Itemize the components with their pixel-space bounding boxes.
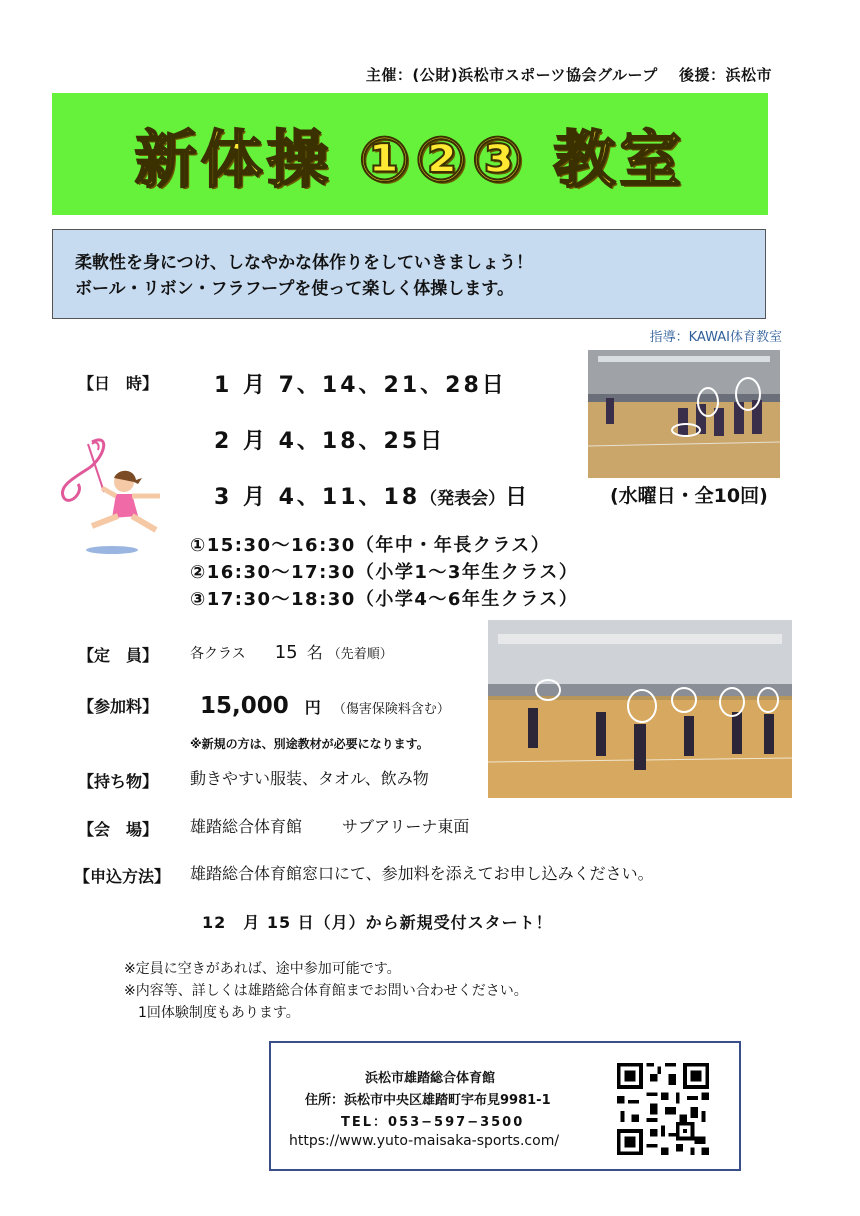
contact-name: 浜松市雄踏総合体育館 xyxy=(365,1071,496,1086)
qr-code[interactable] xyxy=(617,1063,709,1155)
class-photo-2 xyxy=(488,620,792,798)
class-photo-1 xyxy=(588,350,780,478)
capacity-label: 【定 員】 xyxy=(78,646,159,665)
fee-note: （傷害保険料含む） xyxy=(332,702,450,717)
note-1: ※定員に空きがあれば、途中参加可能です。 xyxy=(124,961,401,977)
fee-value xyxy=(200,693,450,719)
rhythmic-gymnast-illustration xyxy=(52,432,172,557)
dates-march-days: 3 月 4、11、18 xyxy=(214,485,421,510)
fee-unit: 円 xyxy=(304,698,321,717)
capacity-prefix: 各クラス xyxy=(190,646,246,662)
intro-line-1: 柔軟性を身につけ、しなやかな体作りをしていきましょう！ xyxy=(75,253,533,273)
contact-tel: TEL：053−597−3500 xyxy=(341,1115,525,1130)
class-time-2: ②16:30〜17:30（小学1〜3年生クラス） xyxy=(190,562,579,583)
intro-line-2: ボール・リボン・フラフープを使って楽しく体操します。 xyxy=(75,279,514,299)
dates-february: 2 月 4、18、25日 xyxy=(214,429,446,454)
material-note: ※新規の方は、別途教材が必要になります。 xyxy=(190,737,429,751)
belongings-label: 【持ち物】 xyxy=(78,772,159,791)
capacity-number: 15 xyxy=(274,642,298,663)
recital-note: （発表会） xyxy=(420,489,506,509)
capacity-unit: 名 xyxy=(306,643,323,662)
page-title: 新体操 ①②③ 教室 xyxy=(134,122,686,196)
fee-amount: 15,000 xyxy=(200,693,289,719)
note-2: ※内容等、詳しくは雄踏総合体育館までお問い合わせください。 xyxy=(124,983,528,999)
apply-value: 雄踏総合体育館窓口にて、参加料を添えてお申し込みください。 xyxy=(190,864,654,883)
capacity-value xyxy=(190,640,393,663)
venue-name: 雄踏総合体育館 xyxy=(190,817,303,836)
capacity-note: （先着順） xyxy=(327,647,393,662)
venue-label: 【会 場】 xyxy=(78,820,159,839)
title-banner xyxy=(52,93,768,215)
class-times xyxy=(190,532,578,613)
instructor-credit: 指導：KAWAI体育教室 xyxy=(649,330,782,345)
contact-url[interactable]: https://www.yuto-maisaka-sports.com/ xyxy=(289,1133,560,1149)
registration-start: 12 月 15 日（月）から新規受付スタート！ xyxy=(202,913,553,932)
notes xyxy=(124,958,528,1024)
contact-box xyxy=(269,1041,741,1171)
intro-box xyxy=(52,229,766,319)
schedule-label: 【日 時】 xyxy=(78,374,159,393)
organizer-credit: 主催：(公財)浜松市スポーツ協会グループ 後援：浜松市 xyxy=(365,66,772,84)
class-time-3: ③17:30〜18:30（小学4〜6年生クラス） xyxy=(190,589,579,610)
venue-area: サブアリーナ東面 xyxy=(342,817,470,836)
dates-january: 1 月 7、14、21、28日 xyxy=(214,373,507,398)
belongings-value: 動きやすい服装、タオル、飲み物 xyxy=(190,769,429,788)
apply-label: 【申込方法】 xyxy=(74,867,171,886)
dates-march-suffix: 日 xyxy=(505,485,531,510)
weekly-note: (水曜日・全10回) xyxy=(610,485,768,507)
fee-label: 【参加料】 xyxy=(78,697,159,716)
contact-address: 住所：浜松市中央区雄踏町宇布見9981-1 xyxy=(305,1093,551,1108)
note-3: 1回体験制度もあります。 xyxy=(124,1005,300,1021)
dates-march xyxy=(214,480,530,511)
class-time-1: ①15:30〜16:30（年中・年長クラス） xyxy=(190,535,551,556)
